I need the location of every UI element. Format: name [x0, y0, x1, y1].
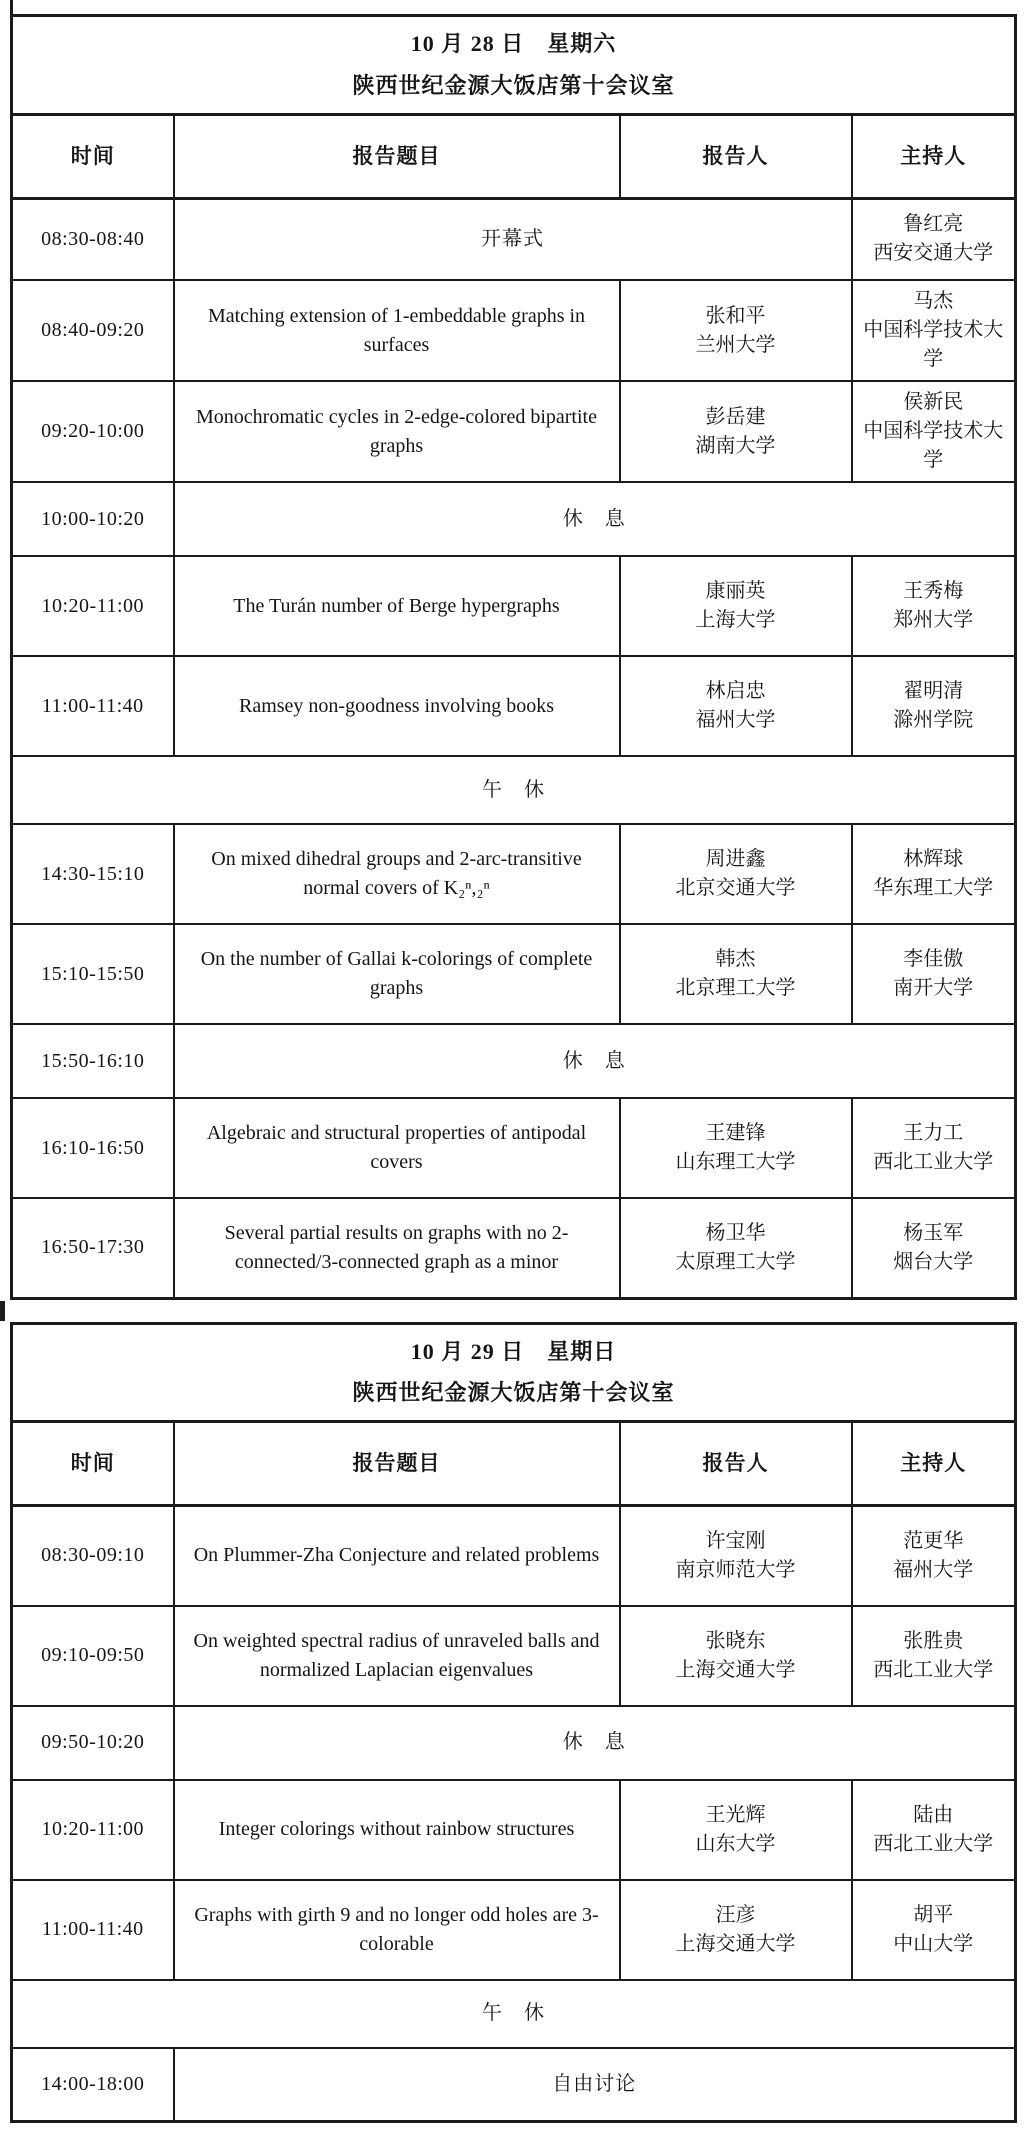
person-name: 杨卫华 [705, 1221, 766, 1244]
time-cell: 09:10-09:50 [12, 1606, 174, 1706]
time-cell: 16:50-17:30 [12, 1198, 174, 1298]
host-cell [852, 1606, 1016, 1706]
person-name: 王光辉 [705, 1803, 766, 1826]
event-cell: 开幕式 [174, 198, 852, 280]
time-cell: 15:50-16:10 [12, 1024, 174, 1098]
person-name: 张晓东 [705, 1629, 766, 1652]
time-cell: 11:00-11:40 [12, 656, 174, 756]
host-cell [852, 198, 1016, 280]
talk-title-cell: The Turán number of Berge hypergraphs [174, 556, 620, 656]
date-line: 10 月 28 日 星期六 [410, 31, 617, 56]
person-org: 南京师范大学 [675, 1558, 796, 1581]
date-line: 10 月 29 日 星期日 [410, 1338, 617, 1364]
person-name: 王秀梅 [903, 580, 964, 603]
column-header-host: 主持人 [852, 114, 1016, 198]
time-cell: 11:00-11:40 [12, 1880, 174, 1980]
speaker-cell [620, 1506, 852, 1606]
person-org: 上海交通大学 [675, 1932, 796, 1955]
talk-row [12, 1606, 1016, 1706]
person-org: 华东理工大学 [873, 877, 994, 900]
person-name: 侯新民 [903, 391, 964, 414]
person-org: 西北工业大学 [873, 1658, 994, 1681]
time-cell: 10:00-10:20 [12, 482, 174, 556]
time-cell: 14:30-15:10 [12, 824, 174, 924]
column-header-row [12, 114, 1016, 198]
time-cell: 08:30-08:40 [12, 198, 174, 280]
person-org: 太原理工大学 [675, 1250, 796, 1273]
talk-title-cell: Graphs with girth 9 and no longer odd holes are 3-colorable [174, 1880, 620, 1980]
person-name: 马杰 [913, 290, 954, 313]
speaker-cell [620, 824, 852, 924]
table-caption-row [12, 16, 1016, 115]
host-cell [852, 1506, 1016, 1606]
person-name: 王力工 [903, 1122, 964, 1145]
column-header-speaker: 报告人 [620, 114, 852, 198]
talk-row [12, 1780, 1016, 1880]
host-cell [852, 924, 1016, 1024]
break-row [12, 482, 1016, 556]
person-name: 杨玉军 [903, 1221, 964, 1244]
talk-row [12, 556, 1016, 656]
person-org: 北京理工大学 [675, 977, 796, 1000]
column-header-time: 时间 [12, 1422, 174, 1506]
talk-title-cell: Algebraic and structural properties of antipodal covers [174, 1098, 620, 1198]
talk-row [12, 1098, 1016, 1198]
speaker-cell [620, 280, 852, 381]
person-name: 张胜贵 [903, 1629, 964, 1652]
scan-crop-artifact-top [10, 0, 13, 14]
lunch-row [12, 756, 1016, 824]
person-org: 中国科学技术大学 [863, 319, 1004, 371]
lunch-row [12, 1980, 1016, 2048]
person-org: 烟台大学 [893, 1250, 974, 1273]
person-name: 林启忠 [705, 680, 766, 703]
person-name: 彭岳建 [705, 405, 766, 428]
event-cell: 午 休 [12, 756, 1016, 824]
person-name: 范更华 [903, 1529, 964, 1552]
table-caption [12, 16, 1016, 115]
table-caption [12, 1323, 1016, 1422]
event-cell: 休 息 [174, 482, 1016, 556]
person-name: 陆由 [913, 1803, 954, 1826]
talk-title-cell: Integer colorings without rainbow structures [174, 1780, 620, 1880]
column-header-host: 主持人 [852, 1422, 1016, 1506]
person-org: 福州大学 [893, 1558, 974, 1581]
break-row [12, 1024, 1016, 1098]
table-gap [10, 1300, 1014, 1322]
person-name: 张和平 [705, 304, 766, 327]
person-name: 李佳傲 [903, 948, 964, 971]
column-header-title: 报告题目 [174, 114, 620, 198]
host-cell [852, 1198, 1016, 1298]
talk-title-cell: On Plummer-Zha Conjecture and related problems [174, 1506, 620, 1606]
person-name: 鲁红亮 [903, 213, 964, 236]
talk-title-cell: Ramsey non-goodness involving books [174, 656, 620, 756]
person-name: 翟明清 [903, 680, 964, 703]
talk-row [12, 381, 1016, 482]
person-name: 王建锋 [705, 1122, 766, 1145]
host-cell [852, 1780, 1016, 1880]
person-name: 汪彦 [715, 1903, 756, 1926]
person-org: 西北工业大学 [873, 1832, 994, 1855]
talk-title-cell: Monochromatic cycles in 2-edge-colored bipartite graphs [174, 381, 620, 482]
column-header-time: 时间 [12, 114, 174, 198]
event-cell: 休 息 [174, 1706, 1016, 1780]
talk-row [12, 924, 1016, 1024]
person-name: 许宝刚 [705, 1529, 766, 1552]
event-cell: 休 息 [174, 1024, 1016, 1098]
person-name: 林辉球 [903, 848, 964, 871]
person-org: 上海交通大学 [675, 1658, 796, 1681]
time-cell: 08:30-09:10 [12, 1506, 174, 1606]
person-org: 福州大学 [695, 709, 776, 732]
host-cell [852, 1880, 1016, 1980]
opening-row [12, 198, 1016, 280]
person-name: 胡平 [913, 1903, 954, 1926]
time-cell: 14:00-18:00 [12, 2048, 174, 2122]
day1-schedule-table [10, 14, 1017, 1300]
column-header-row [12, 1422, 1016, 1506]
column-header-speaker: 报告人 [620, 1422, 852, 1506]
talk-row [12, 656, 1016, 756]
speaker-cell [620, 556, 852, 656]
talk-row [12, 280, 1016, 381]
host-cell [852, 381, 1016, 482]
speaker-cell [620, 1606, 852, 1706]
event-cell: 午 休 [12, 1980, 1016, 2048]
break-row [12, 1706, 1016, 1780]
venue-line: 陕西世纪金源大饭店第十会议室 [352, 1380, 675, 1406]
person-org: 南开大学 [893, 977, 974, 1000]
speaker-cell [620, 1880, 852, 1980]
speaker-cell [620, 1198, 852, 1298]
host-cell [852, 280, 1016, 381]
talk-title-cell: On weighted spectral radius of unraveled balls and normalized Laplacian eigenvalues [174, 1606, 620, 1706]
person-org: 山东大学 [695, 1832, 776, 1855]
table-caption-row [12, 1323, 1016, 1422]
person-org: 中山大学 [893, 1932, 974, 1955]
time-cell: 08:40-09:20 [12, 280, 174, 381]
time-cell: 16:10-16:50 [12, 1098, 174, 1198]
person-name: 韩杰 [715, 948, 756, 971]
talk-row [12, 824, 1016, 924]
talk-title-cell: Several partial results on graphs with no 2-connected/3-connected graph as a minor [174, 1198, 620, 1298]
host-cell [852, 1098, 1016, 1198]
time-cell: 09:20-10:00 [12, 381, 174, 482]
talk-title-cell: Matching extension of 1-embeddable graphs in surfaces [174, 280, 620, 381]
talk-title-cell: On mixed dihedral groups and 2-arc-transitive normal covers of K₂ⁿ,₂ⁿ [174, 824, 620, 924]
speaker-cell [620, 1098, 852, 1198]
event-cell: 自由讨论 [174, 2048, 1016, 2122]
person-org: 北京交通大学 [675, 877, 796, 900]
person-org: 滁州学院 [893, 709, 974, 732]
time-cell: 10:20-11:00 [12, 1780, 174, 1880]
speaker-cell [620, 1780, 852, 1880]
scan-crop-artifact-left [0, 1301, 5, 1321]
speaker-cell [620, 381, 852, 482]
day2-schedule-table [10, 1322, 1017, 2124]
time-cell: 09:50-10:20 [12, 1706, 174, 1780]
talk-title-cell: On the number of Gallai k-colorings of complete graphs [174, 924, 620, 1024]
talk-row [12, 1880, 1016, 1980]
speaker-cell [620, 656, 852, 756]
person-org: 郑州大学 [893, 609, 974, 632]
time-cell: 10:20-11:00 [12, 556, 174, 656]
person-org: 湖南大学 [695, 434, 776, 457]
host-cell [852, 824, 1016, 924]
talk-row [12, 1506, 1016, 1606]
column-header-title: 报告题目 [174, 1422, 620, 1506]
person-org: 兰州大学 [695, 333, 776, 356]
person-org: 西北工业大学 [873, 1151, 994, 1174]
speaker-cell [620, 924, 852, 1024]
time-cell: 15:10-15:50 [12, 924, 174, 1024]
person-org: 上海大学 [695, 609, 776, 632]
person-name: 周进鑫 [705, 848, 766, 871]
venue-line: 陕西世纪金源大饭店第十会议室 [352, 72, 675, 98]
host-cell [852, 556, 1016, 656]
free-row [12, 2048, 1016, 2122]
person-org: 西安交通大学 [873, 242, 994, 265]
host-cell [852, 656, 1016, 756]
person-name: 康丽英 [705, 580, 766, 603]
person-org: 中国科学技术大学 [863, 420, 1004, 472]
talk-row [12, 1198, 1016, 1298]
person-org: 山东理工大学 [675, 1151, 796, 1174]
